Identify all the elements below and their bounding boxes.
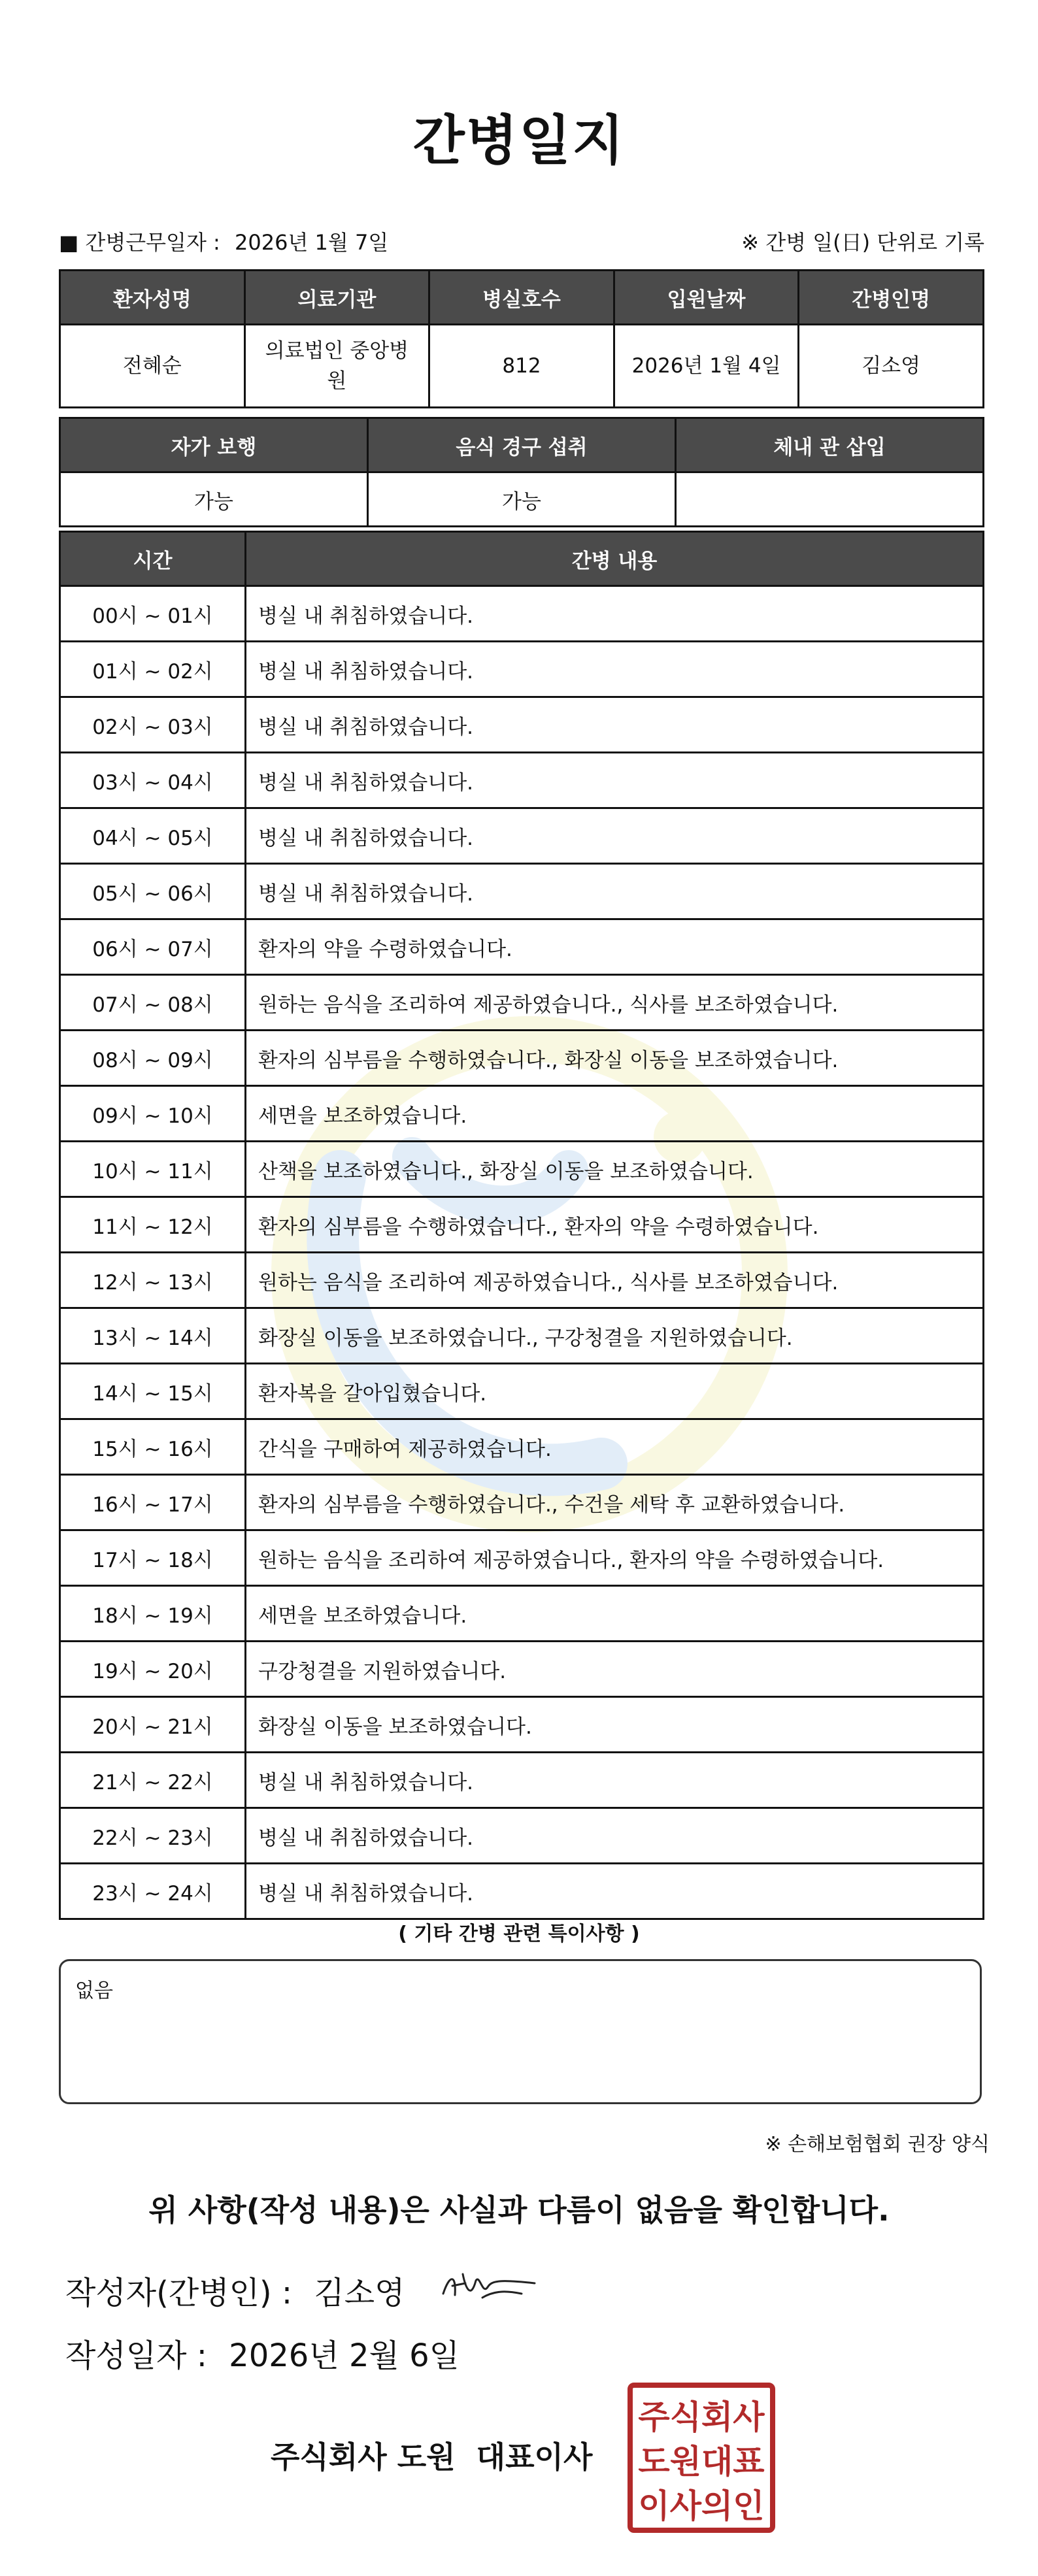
patient-name: 전혜순: [60, 325, 245, 408]
confirm-statement: 위 사항(작성 내용)은 사실과 다름이 없음을 확인합니다.: [148, 2192, 890, 2228]
log-time: 05시 ~ 06시: [60, 864, 246, 919]
log-row: [60, 1753, 984, 1808]
written-date-label: 작성일자 :: [65, 2337, 207, 2374]
log-time: 01시 ~ 02시: [60, 642, 246, 697]
header-care-content: 간병 내용: [246, 532, 984, 586]
patient-header-row: [60, 271, 984, 325]
company-seal: [626, 2381, 777, 2534]
log-content: 환자의 심부름을 수행하였습니다., 환자의 약을 수령하였습니다.: [246, 1197, 984, 1253]
written-date-value: 2026년 2월 6일: [229, 2337, 460, 2374]
log-row: [60, 975, 984, 1031]
status-value-row: [60, 472, 984, 527]
writer-line: [65, 2268, 405, 2313]
log-time: 16시 ~ 17시: [60, 1475, 246, 1530]
header-self-walking: 자가 보행: [60, 418, 368, 472]
seal-line-2: 도원대표: [638, 2443, 765, 2481]
writer-label: 작성자(간병인) :: [65, 2275, 293, 2311]
log-header-row: [60, 532, 984, 586]
log-content: 원하는 음식을 조리하여 제공하였습니다., 식사를 보조하였습니다.: [246, 975, 984, 1031]
log-row: [60, 808, 984, 864]
log-row: [60, 753, 984, 808]
work-date-label: ■ 간병근무일자 :: [59, 230, 220, 255]
care-log-table: [59, 531, 984, 1920]
log-row: [60, 864, 984, 919]
log-time: 04시 ~ 05시: [60, 808, 246, 864]
header-hospital: 의료기관: [244, 271, 429, 325]
log-row: [60, 1642, 984, 1697]
company-representative: 주식회사 도원 대표이사: [271, 2439, 593, 2475]
log-row: [60, 1475, 984, 1530]
log-time: 17시 ~ 18시: [60, 1530, 246, 1586]
log-time: 13시 ~ 14시: [60, 1308, 246, 1364]
log-time: 20시 ~ 21시: [60, 1697, 246, 1753]
log-row: [60, 1308, 984, 1364]
log-time: 02시 ~ 03시: [60, 697, 246, 753]
record-note: ※ 간병 일(日) 단위로 기록: [741, 230, 984, 255]
log-row: [60, 1419, 984, 1475]
log-time: 15시 ~ 16시: [60, 1419, 246, 1475]
log-row: [60, 1530, 984, 1586]
oral-intake-value: 가능: [368, 472, 676, 527]
caregiver-name: 김소영: [799, 325, 984, 408]
header-tube-insertion: 체내 관 삽입: [676, 418, 984, 472]
patient-value-row: [60, 325, 984, 408]
log-content: 환자의 약을 수령하였습니다.: [246, 919, 984, 975]
admission-date: 2026년 1월 4일: [614, 325, 799, 408]
log-row: [60, 1697, 984, 1753]
header-time: 시간: [60, 532, 246, 586]
log-time: 19시 ~ 20시: [60, 1642, 246, 1697]
log-content: 환자의 심부름을 수행하였습니다., 수건을 세탁 후 교환하였습니다.: [246, 1475, 984, 1530]
seal-line-3: 이사의인: [638, 2487, 765, 2525]
log-time: 09시 ~ 10시: [60, 1086, 246, 1142]
log-row: [60, 1142, 984, 1197]
log-row: [60, 1586, 984, 1642]
log-content: 구강청결을 지원하였습니다.: [246, 1642, 984, 1697]
header-caregiver-name: 간병인명: [799, 271, 984, 325]
special-notes-content: 없음: [75, 1979, 113, 2002]
status-header-row: [60, 418, 984, 472]
log-content: 병실 내 취침하였습니다.: [246, 1753, 984, 1808]
written-date-line: [65, 2330, 460, 2375]
log-content: 병실 내 취침하였습니다.: [246, 586, 984, 642]
log-time: 12시 ~ 13시: [60, 1253, 246, 1308]
log-time: 21시 ~ 22시: [60, 1753, 246, 1808]
log-row: [60, 642, 984, 697]
log-time: 08시 ~ 09시: [60, 1031, 246, 1086]
log-row: [60, 1031, 984, 1086]
log-content: 병실 내 취침하였습니다.: [246, 808, 984, 864]
log-content: 병실 내 취침하였습니다.: [246, 1864, 984, 1919]
log-time: 06시 ~ 07시: [60, 919, 246, 975]
log-time: 23시 ~ 24시: [60, 1864, 246, 1919]
special-notes-box: [59, 1959, 982, 2104]
special-notes-title: ( 기타 간병 관련 특이사항 ): [398, 1923, 640, 1945]
log-content: 환자복을 갈아입혔습니다.: [246, 1364, 984, 1419]
log-row: [60, 586, 984, 642]
log-content: 세면을 보조하였습니다.: [246, 1086, 984, 1142]
form-note: ※ 손해보험협회 권장 양식: [765, 2133, 990, 2156]
log-row: [60, 1808, 984, 1864]
patient-status-table: [59, 417, 984, 527]
log-content: 병실 내 취침하였습니다.: [246, 753, 984, 808]
log-time: 14시 ~ 15시: [60, 1364, 246, 1419]
log-time: 03시 ~ 04시: [60, 753, 246, 808]
log-time: 18시 ~ 19시: [60, 1586, 246, 1642]
log-content: 병실 내 취침하였습니다.: [246, 864, 984, 919]
header-patient-name: 환자성명: [60, 271, 245, 325]
header-oral-intake: 음식 경구 섭취: [368, 418, 676, 472]
log-content: 세면을 보조하였습니다.: [246, 1586, 984, 1642]
log-row: [60, 1364, 984, 1419]
work-date: [59, 226, 388, 256]
log-time: 11시 ~ 12시: [60, 1197, 246, 1253]
header-room-number: 병실호수: [429, 271, 614, 325]
work-date-value: 2026년 1월 7일: [235, 230, 389, 255]
log-time: 00시 ~ 01시: [60, 586, 246, 642]
log-content: 원하는 음식을 조리하여 제공하였습니다., 식사를 보조하였습니다.: [246, 1253, 984, 1308]
log-content: 간식을 구매하여 제공하였습니다.: [246, 1419, 984, 1475]
log-row: [60, 1197, 984, 1253]
room-number: 812: [429, 325, 614, 408]
writer-name: 김소영: [314, 2275, 405, 2311]
log-time: 10시 ~ 11시: [60, 1142, 246, 1197]
log-content: 병실 내 취침하였습니다.: [246, 697, 984, 753]
log-row: [60, 697, 984, 753]
hospital-name: 의료법인 중앙병원: [244, 325, 429, 408]
log-content: 병실 내 취침하였습니다.: [246, 642, 984, 697]
log-content: 원하는 음식을 조리하여 제공하였습니다., 환자의 약을 수령하였습니다.: [246, 1530, 984, 1586]
tube-insertion-value: [676, 472, 984, 527]
log-content: 환자의 심부름을 수행하였습니다., 화장실 이동을 보조하였습니다.: [246, 1031, 984, 1086]
header-admission-date: 입원날짜: [614, 271, 799, 325]
self-walking-value: 가능: [60, 472, 368, 527]
signature-image: [437, 2261, 541, 2313]
seal-line-1: 주식회사: [638, 2398, 765, 2436]
log-time: 07시 ~ 08시: [60, 975, 246, 1031]
log-row: [60, 1864, 984, 1919]
log-content: 산책을 보조하였습니다., 화장실 이동을 보조하였습니다.: [246, 1142, 984, 1197]
log-body: [60, 586, 984, 1919]
log-content: 병실 내 취침하였습니다.: [246, 1808, 984, 1864]
log-row: [60, 919, 984, 975]
document-title: 간병일지: [412, 110, 626, 172]
log-row: [60, 1253, 984, 1308]
patient-info-table: [59, 269, 984, 408]
log-row: [60, 1086, 984, 1142]
log-content: 화장실 이동을 보조하였습니다.: [246, 1697, 984, 1753]
log-content: 화장실 이동을 보조하였습니다., 구강청결을 지원하였습니다.: [246, 1308, 984, 1364]
log-time: 22시 ~ 23시: [60, 1808, 246, 1864]
